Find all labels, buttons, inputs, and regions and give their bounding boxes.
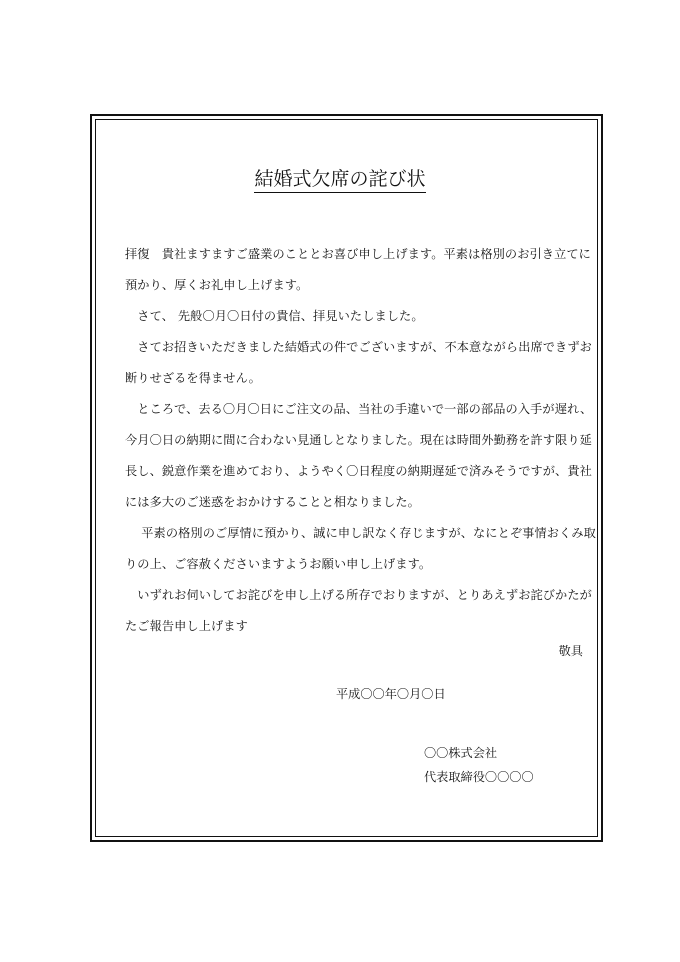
sender-block xyxy=(424,741,534,789)
body-line: 長し、鋭意作業を進めており、ようやく〇日程度の納期遅延で済みそうですが、貴社 xyxy=(125,464,592,478)
closing-phrase: 敬具 xyxy=(558,644,583,658)
body-line: 平素の格別のご厚情に預かり、誠に申し訳なく存じますが、なにとぞ事情おくみ取 xyxy=(125,526,596,540)
paragraph-report xyxy=(125,580,613,642)
body-line: たご報告申し上げます xyxy=(125,619,248,633)
sender-representative: 代表取締役〇〇〇〇 xyxy=(424,770,534,784)
document-title-text: 結婚式欠席の詫び状 xyxy=(254,167,425,193)
body-line: さて、 先般〇月〇日付の貴信、拝見いたしました。 xyxy=(125,309,424,323)
body-line: 断りせざるを得ません。 xyxy=(125,371,261,385)
paragraph-decline xyxy=(125,332,613,394)
paragraph-greeting xyxy=(125,239,613,301)
body-line: りの上、ご容赦くださいますようお願い申し上げます。 xyxy=(125,557,432,571)
body-line: 今月〇日の納期に間に合わない見通しとなりました。現在は時間外勤務を許す限り延 xyxy=(125,433,592,447)
body-line: さてお招きいただきました結婚式の件でございますが、不本意ながら出席できずお xyxy=(125,340,592,354)
letter-date: 平成〇〇年〇月〇日 xyxy=(336,687,446,701)
paragraph-delay xyxy=(125,394,613,518)
paragraph-acknowledgement xyxy=(125,301,613,332)
body-line: 拝復 貴社ますますご盛業のこととお喜び申し上げます。平素は格別のお引き立てに xyxy=(125,247,591,261)
body-line: ところで、去る〇月〇日にご注文の品、当社の手違いで一部の部品の入手が遅れ、 xyxy=(125,402,593,416)
body-line: 預かり、厚くお礼申し上げます。 xyxy=(125,278,309,292)
body-line: いずれお伺いしてお詫びを申し上げる所存でおりますが、とりあえずお詫びかたが xyxy=(125,588,592,602)
paragraph-apology xyxy=(125,518,613,580)
letter-body xyxy=(125,239,613,642)
body-line: には多大のご迷惑をおかけすることと相なりました。 xyxy=(125,495,420,509)
sender-company: 〇〇株式会社 xyxy=(424,746,498,760)
document-title xyxy=(0,166,680,193)
